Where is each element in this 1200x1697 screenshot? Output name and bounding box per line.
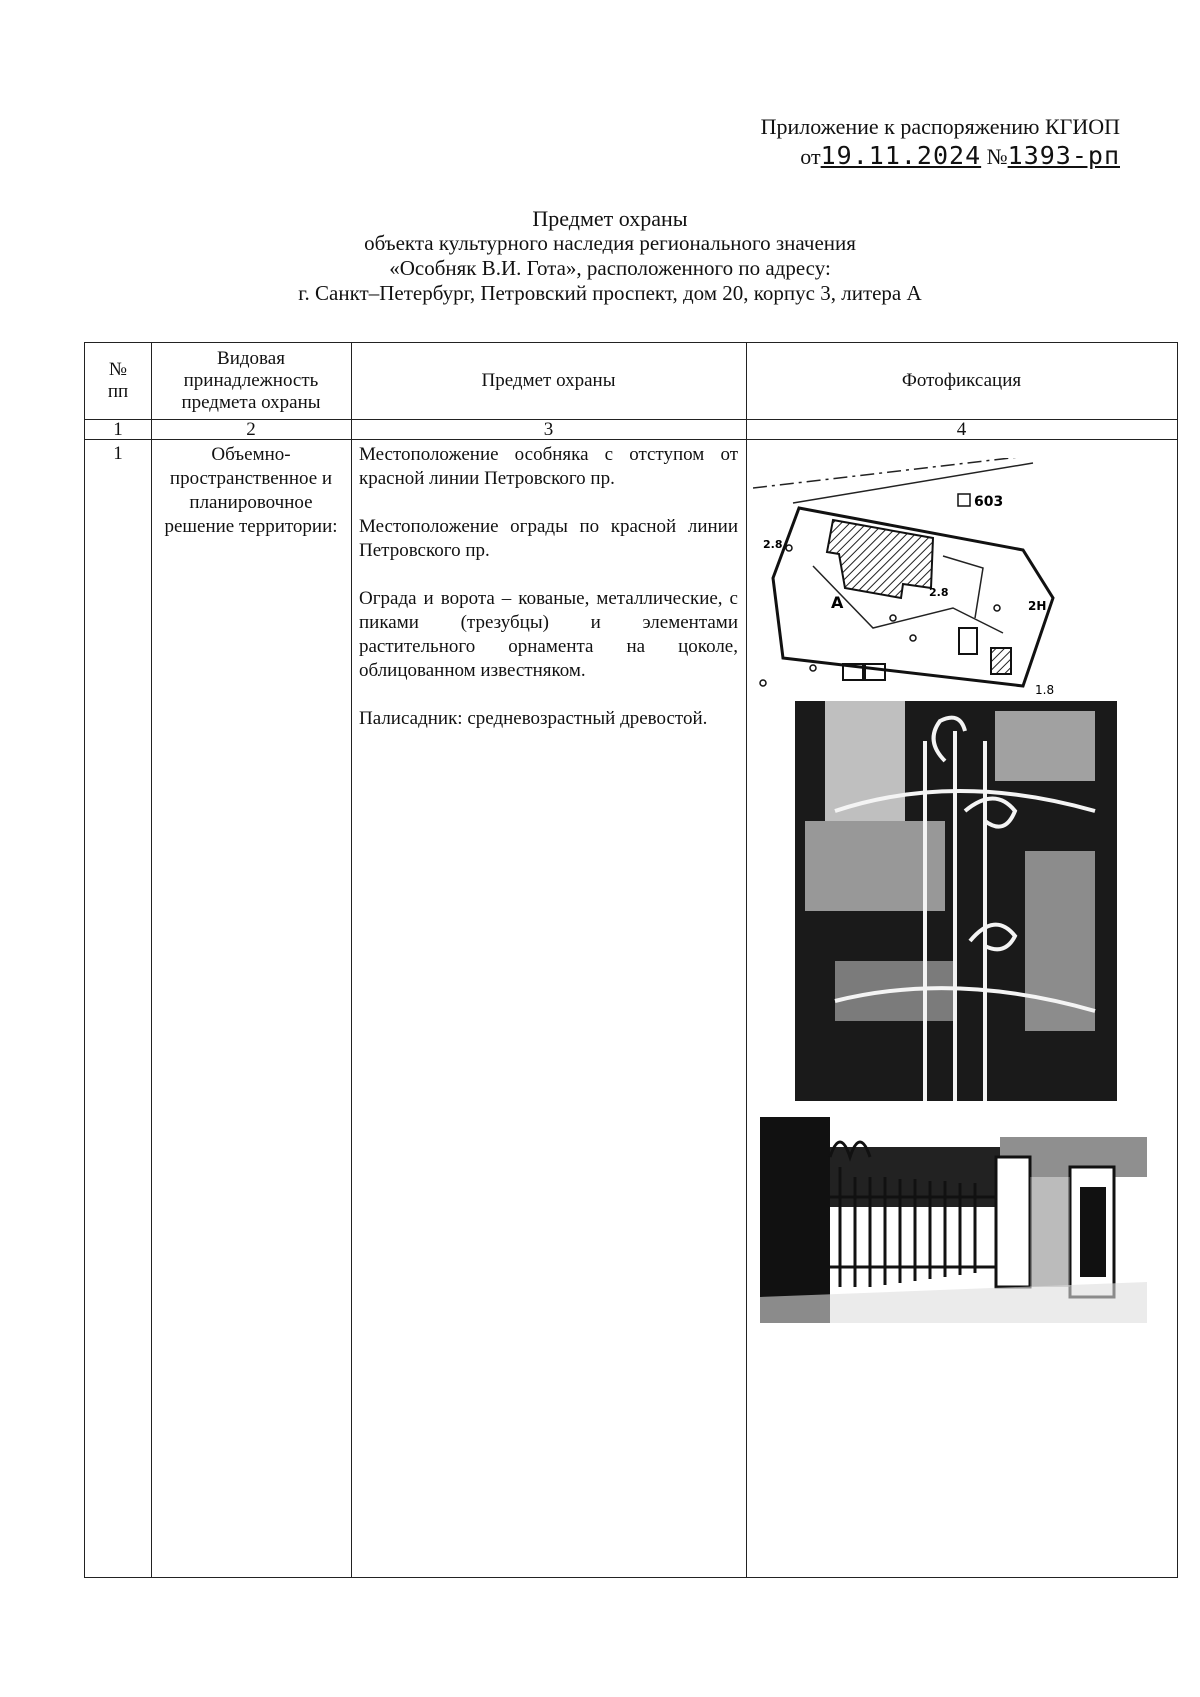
subject-paragraph: Местоположение особняка с отступом от красной линии Петровского пр. <box>359 444 738 489</box>
title-line-3: «Особняк В.И. Гота», расположенного по адресу: <box>389 256 831 280</box>
column-number: 1 <box>113 419 123 440</box>
column-number: 2 <box>246 419 256 440</box>
header-subject: Предмет охраны <box>481 370 616 391</box>
letter-label: А <box>831 593 844 612</box>
title-line-2: объекта культурного наследия регионального значения <box>364 231 856 255</box>
map-label: 2.8 <box>763 538 783 551</box>
fence-street-image <box>760 1117 1147 1323</box>
header-number: № пп <box>107 359 129 402</box>
parcel-label: 603 <box>974 494 1004 510</box>
table-divider <box>746 343 747 1577</box>
header-category: Видовая принадлежность предмета охраны <box>181 348 321 413</box>
subject-paragraph: Ограда и ворота – кованые, металлические, с пиками (трезубцы) и элементами растительного орнамента на цоколе, облицованном известняком. <box>359 588 738 681</box>
title-line-1: Предмет охраны <box>532 206 688 231</box>
site-plan-drawing <box>753 458 1073 698</box>
appendix-title: Приложение к распоряжению КГИОП <box>760 114 1120 139</box>
header-photo: Фотофиксация <box>901 370 1022 391</box>
fence-closeup-photo <box>795 701 1117 1101</box>
appendix-date-line <box>680 141 1120 171</box>
appendix-number: 1393-рп <box>1007 141 1120 170</box>
fence-closeup-image <box>795 701 1117 1101</box>
site-plan-map <box>753 458 1073 698</box>
row-number: 1 <box>113 443 123 464</box>
appendix-header <box>680 112 1120 171</box>
number-prefix: № <box>986 144 1008 169</box>
appendix-date: 19.11.2024 <box>820 141 982 170</box>
protection-table <box>84 342 1178 1578</box>
subject-paragraph: Местоположение ограды по красной линии Петровского пр. <box>359 516 738 561</box>
map-label: 2Н <box>1028 599 1047 613</box>
row-category: Объемно-пространственное и планировочное решение территории: <box>164 444 338 537</box>
title-line-4: г. Санкт–Петербург, Петровский проспект, дом 20, корпус 3, литера А <box>298 281 922 305</box>
date-prefix: от <box>800 144 821 169</box>
column-number: 3 <box>543 419 554 440</box>
map-label: 2.8 <box>929 586 949 599</box>
fence-street-photo <box>760 1117 1147 1323</box>
row-subject <box>359 443 738 755</box>
table-divider <box>351 343 352 1577</box>
subject-paragraph: Палисадник: средневозрастный древостой. <box>359 708 708 729</box>
table-divider <box>151 343 152 1577</box>
map-label: 1.8 <box>1035 683 1055 697</box>
document-title <box>80 206 1140 306</box>
column-number: 4 <box>956 419 967 440</box>
